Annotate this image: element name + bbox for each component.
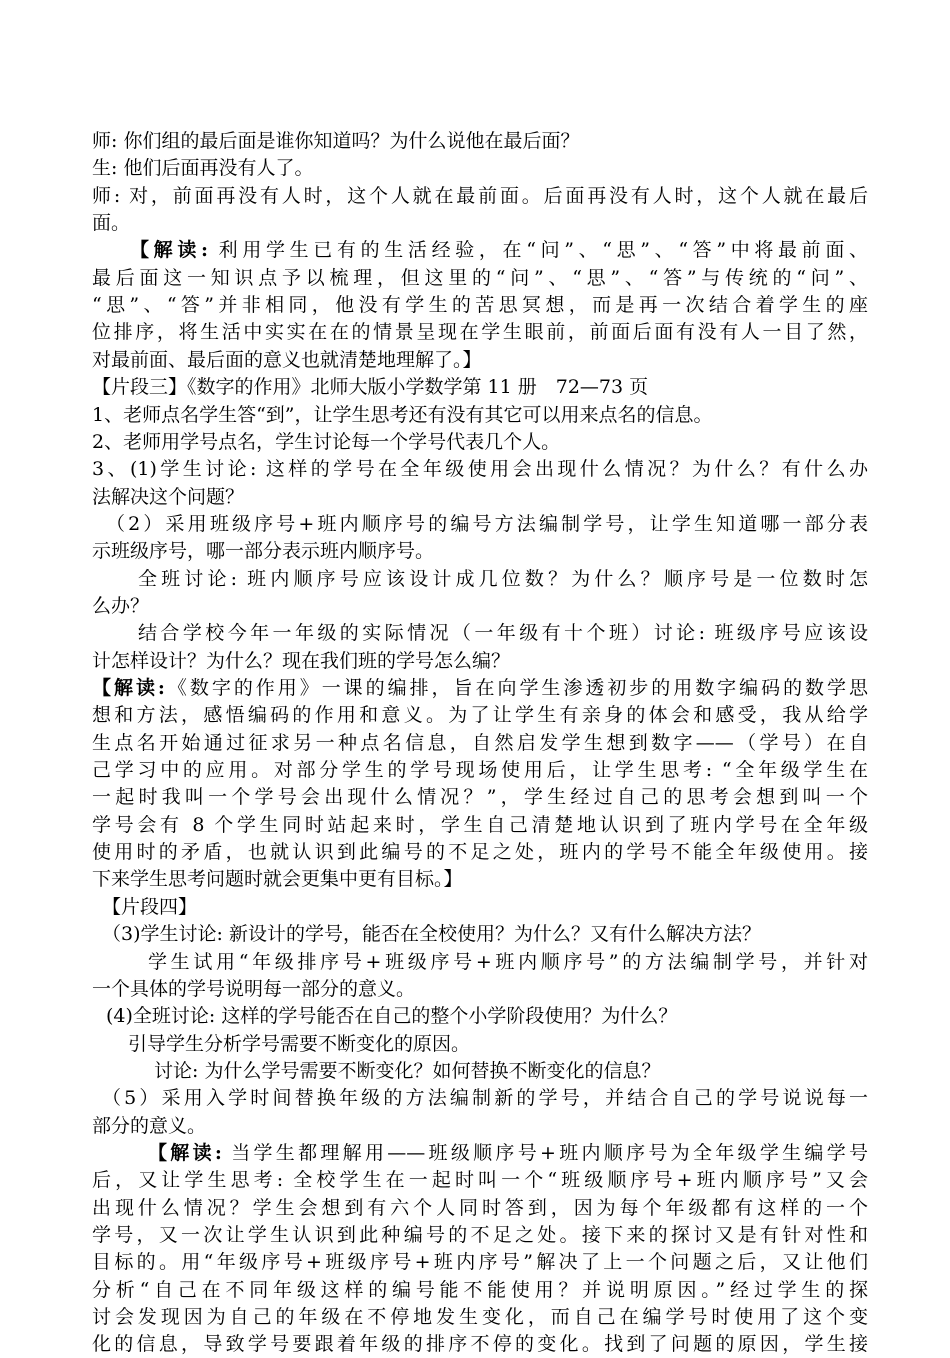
text-line (92, 1058, 868, 1085)
line-text: 计怎样设计？为什么？现在我们班的学号怎么编？ (92, 650, 511, 672)
line-text: 师: 你们组的最后面是谁你知道吗？为什么说他在最后面？ (92, 130, 580, 152)
commentary-label: 【解读: (148, 1142, 222, 1164)
text-line (92, 1222, 868, 1249)
text-line (92, 155, 868, 182)
line-text: 示班级序号，哪一部分表示班内顺序号。 (92, 540, 435, 562)
commentary-label: 【解读: (92, 677, 165, 699)
line-text: 一个具体的学号说明每一部分的意义。 (92, 978, 416, 1000)
line-text: 想和方法，感悟编码的作用和意义。为了让学生有亲身的体会和感受，我从给学 (92, 704, 868, 726)
text-line (92, 1195, 868, 1222)
text-line (92, 511, 868, 538)
line-text: (4)全班讨论: 这样的学号能否在自己的整个小学阶段使用？为什么？ (106, 1005, 678, 1027)
line-text: 对最前面、最后面的意义也就清楚地理解了。】 (92, 349, 482, 371)
line-text: 化的信息，导致学号要跟着年级的排序不停的变化。找到了问题的原因，学生接 (92, 1333, 868, 1355)
text-line (92, 730, 868, 757)
line-text: 结合学校今年一年级的实际情况（一年级有十个班）讨论: 班级序号应该设 (138, 622, 868, 644)
text-line (92, 429, 868, 456)
text-line (92, 675, 868, 702)
line-text: 学号，又一次让学生认识到此种编号的不足之处。接下来的探讨又是有针对性和 (92, 1224, 868, 1246)
line-text: 讨论: 为什么学号需要不断变化？如何替换不断变化的信息？ (154, 1060, 661, 1082)
line-text: 分析“自己在不同年级这样的编号能不能使用？并说明原因。”经过学生的探 (92, 1279, 868, 1301)
line-text: 3、(1)学生讨论: 这样的学号在全年级使用会出现什么情况？为什么？有什么办 (92, 458, 868, 480)
line-text: 下来学生思考问题时就会更集中更有目标。】 (92, 868, 463, 890)
text-line (92, 812, 868, 839)
text-line (92, 921, 868, 948)
text-line (92, 237, 868, 264)
text-line (92, 1249, 868, 1276)
line-text: 生点名开始通过征求另一种点名信息，自然启发学生想到数字——（学号）在自 (92, 732, 868, 754)
text-line (92, 757, 868, 784)
line-text: 面。 (92, 212, 131, 234)
text-line (92, 1277, 868, 1304)
line-text: 《数字的作用》一课的编排，旨在向学生渗透初步的用数字编码的数学思 (164, 677, 868, 699)
line-text: 当学生都理解用——班级顺序号+班内顺序号为全年级学生编学号 (221, 1142, 868, 1164)
text-line (92, 1031, 868, 1058)
line-text: 师: 对，前面再没有人时，这个人就在最前面。后面再没有人时，这个人就在最后 (92, 185, 868, 207)
text-line (92, 265, 868, 292)
text-line (92, 210, 868, 237)
line-text: 位排序，将生活中实实在在的情景呈现在学生眼前，前面后面有没有人一目了然， (92, 321, 868, 343)
line-text: 最后面这一知识点予以梳理，但这里的“问”、“思”、“答”与传统的“问”、 (92, 267, 868, 289)
text-line (92, 1331, 868, 1358)
text-line (92, 566, 868, 593)
text-line (92, 183, 868, 210)
text-line (92, 538, 868, 565)
text-line (92, 784, 868, 811)
text-line (92, 1167, 868, 1194)
line-text: 全班讨论: 班内顺序号应该设计成几位数？为什么？顺序号是一位数时怎 (138, 568, 868, 590)
line-text: （2）采用班级序号+班内顺序号的编号方法编制学号，让学生知道哪一部分表 (106, 513, 868, 535)
line-text: 2、老师用学号点名，学生讨论每一个学号代表几个人。 (92, 431, 561, 453)
line-text: 一起时我叫一个学号会出现什么情况？”，学生经过自己的思考会想到叫一个 (92, 786, 868, 808)
text-line (92, 1304, 868, 1331)
line-text: 【片段三】《数字的作用》北师大版小学数学第 11 册 72—73 页 (92, 376, 649, 398)
text-line (92, 1113, 868, 1140)
line-text: 己学习中的应用。对部分学生的学号现场使用后，让学生思考: “全年级学生在 (92, 759, 868, 781)
line-text: 目标的。用“年级序号+班级序号+班内序号”解决了上一个问题之后，又让他们 (92, 1251, 868, 1273)
text-line (92, 839, 868, 866)
line-text: 后，又让学生思考: 全校学生在一起时叫一个“班级顺序号+班内顺序号”又会 (92, 1169, 868, 1191)
text-line (92, 402, 868, 429)
text-line (92, 292, 868, 319)
text-line (92, 648, 868, 675)
text-line (92, 128, 868, 155)
line-text: 么办？ (92, 595, 150, 617)
line-text: （5）采用入学时间替换年级的方法编制新的学号，并结合自己的学号说说每一 (102, 1087, 868, 1109)
line-text: 讨会发现因为自己的年级在不停地发生变化，而自己在编学号时使用了这个变 (92, 1306, 868, 1328)
text-line (92, 866, 868, 893)
text-line (92, 593, 868, 620)
line-text: 1、老师点名学生答“到”，让学生思考还有没有其它可以用来点名的信息。 (92, 404, 713, 426)
line-text: 使用时的矛盾，也就认识到此编号的不足之处，班内的学号不能全年级使用。接 (92, 841, 868, 863)
line-text: 引导学生分析学号需要不断变化的原因。 (128, 1033, 471, 1055)
text-line (92, 702, 868, 729)
text-line (92, 1140, 868, 1167)
line-text: 出现什么情况？学生会想到有六个人同时答到，因为每个年级都有这样的一个 (92, 1197, 868, 1219)
line-text: 学生试用“年级排序号+班级序号+班内顺序号”的方法编制学号，并针对 (148, 951, 868, 973)
text-line (92, 456, 868, 483)
text-line (92, 894, 868, 921)
text-line (92, 374, 868, 401)
line-text: 生: 他们后面再没有人了。 (92, 157, 314, 179)
text-line (92, 620, 868, 647)
line-text: 部分的意义。 (92, 1115, 207, 1137)
line-text: 法解决这个问题？ (92, 486, 245, 508)
line-text: 【片段四】 (102, 896, 198, 918)
text-line (92, 976, 868, 1003)
text-line (92, 347, 868, 374)
line-text: 学号会有 8 个学生同时站起来时，学生自己清楚地认识到了班内学号在全年级 (92, 814, 868, 836)
text-line (92, 1003, 868, 1030)
line-text: 利用学生已有的生活经验，在“问”、“思”、“答”中将最前面、 (207, 239, 868, 261)
text-line (92, 484, 868, 511)
line-text: （3)学生讨论: 新设计的学号，能否在全校使用？为什么？又有什么解决方法？ (102, 923, 761, 945)
text-line (92, 949, 868, 976)
text-line (92, 1085, 868, 1112)
commentary-label: 【解读: (130, 239, 208, 261)
line-text: “思”、“答”并非相同，他没有学生的苦思冥想，而是再一次结合着学生的座 (92, 294, 868, 316)
text-line (92, 319, 868, 346)
